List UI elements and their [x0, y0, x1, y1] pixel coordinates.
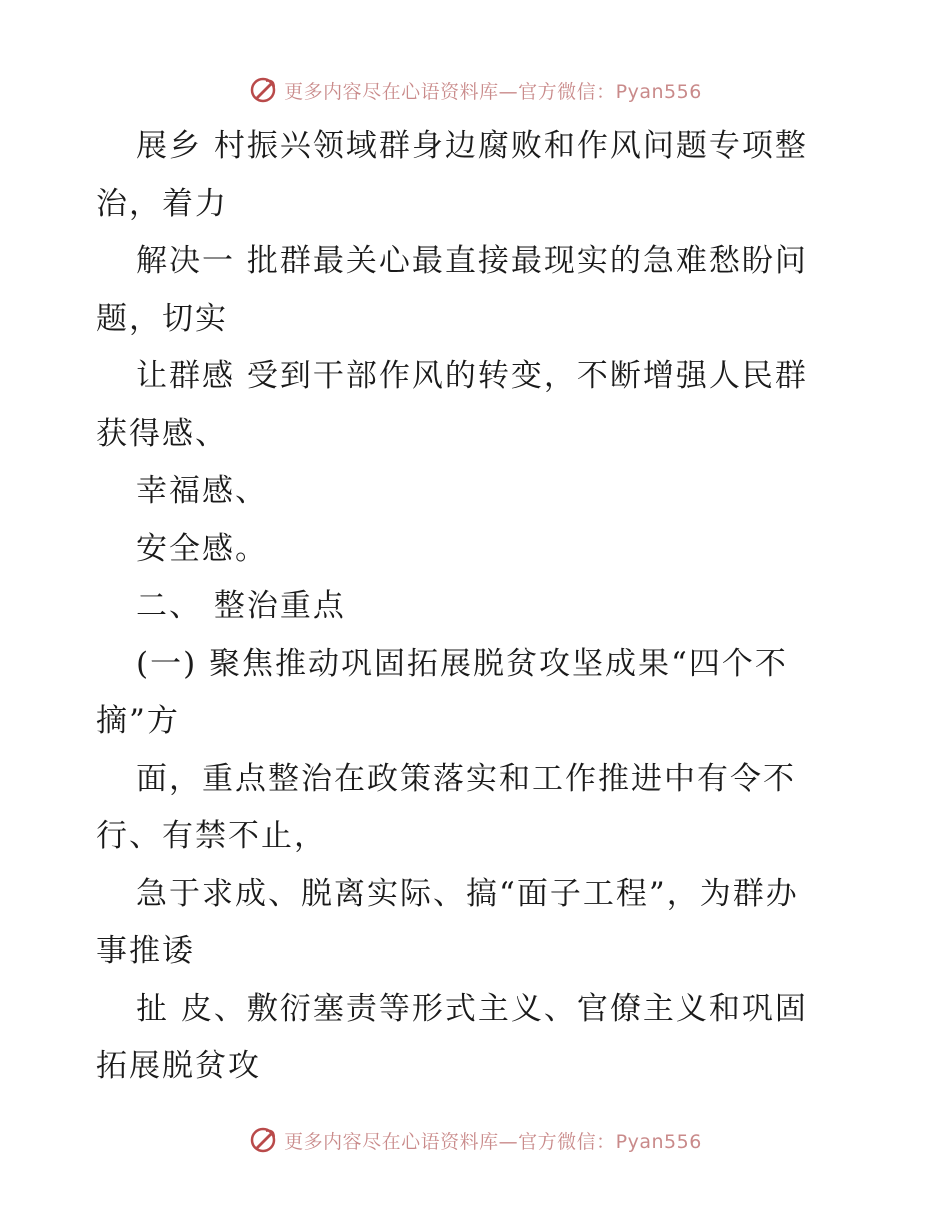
text-line: 题，切实 [96, 300, 228, 337]
watermark-text: 更多内容尽在心语资料库—官方微信：Pyan556 [284, 80, 702, 103]
text-line: 获得感、 [96, 415, 228, 452]
text-line: 行、有禁不止， [96, 818, 327, 854]
text-line: 急于求成、脱离实际、搞“面子工程”，为群办 [136, 875, 799, 912]
header-watermark [0, 70, 950, 110]
text-line: 二、 整治重点 [136, 588, 346, 624]
text-line: 扯 皮、敷衍塞责等形式主义、官僚主义和巩固 [136, 990, 808, 1027]
text-line: 幸福感、 [136, 473, 268, 509]
text-line: 摘”方 [96, 703, 180, 739]
text-line: 让群感 受到干部作风的转变，不断增强人民群 [136, 358, 808, 394]
text-line: (一) 聚焦推动巩固拓展脱贫攻坚成果“四个不 [136, 645, 788, 682]
quill-logo-icon [248, 75, 278, 105]
text-line: 治，着力 [96, 185, 228, 222]
text-line: 面，重点整治在政策落实和工作推进中有令不 [136, 760, 796, 797]
text-line: 解决一 批群最关心最直接最现实的急难愁盼问 [136, 243, 808, 279]
quill-logo-icon [248, 1125, 278, 1155]
text-line: 安全感。 [136, 530, 268, 567]
footer-watermark [0, 1120, 950, 1160]
document-body [96, 118, 836, 1096]
watermark-text: 更多内容尽在心语资料库—官方微信：Pyan556 [284, 1130, 702, 1153]
text-line: 拓展脱贫攻 [96, 1048, 261, 1084]
text-line: 展乡 村振兴领域群身边腐败和作风问题专项整 [136, 128, 808, 164]
text-line: 事推诿 [96, 933, 195, 969]
